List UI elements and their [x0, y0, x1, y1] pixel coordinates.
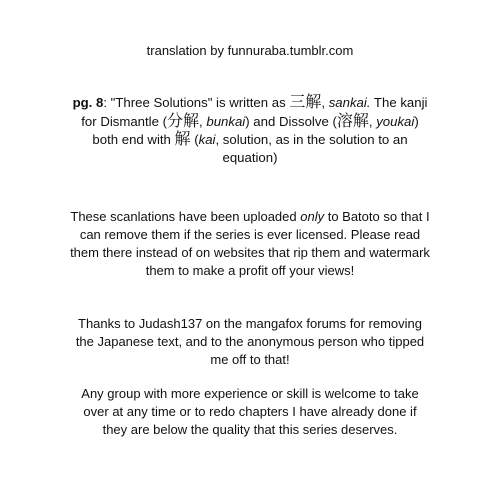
note-text: , — [199, 113, 207, 129]
note-text: , — [368, 113, 377, 129]
note-text: , solution, as in the solution to an equation) — [215, 132, 408, 165]
translation-note — [70, 93, 430, 166]
note-text: ) both end with — [92, 113, 419, 147]
takeover-paragraph — [70, 385, 430, 439]
kanji-sankai: 三解 — [289, 92, 322, 111]
romaji-sankai: sankai. — [328, 95, 371, 110]
paragraph-text: Thanks to Judash137 on the mangafox forums for removing the Japanese text, and to the anonymous person who tipped me off to that! — [75, 316, 425, 367]
romaji-kai: kai — [198, 132, 216, 147]
note-text: , — [321, 95, 329, 110]
note-text: : "Three Solutions" is written as — [103, 95, 290, 110]
thanks-paragraph — [70, 315, 430, 369]
upload-notice-paragraph — [70, 208, 430, 280]
paragraph-text: to Batoto so that I can remove them if the series is ever licensed. Please read them there instead of on websites that rip them and watermark them to make a profit off your views! — [70, 209, 430, 278]
note-text: The kanji for Dismantle ( — [81, 95, 428, 129]
kanji-youkai: 溶解 — [336, 110, 369, 130]
note-text: ) and Dissolve ( — [245, 113, 337, 129]
page-label: pg. 8 — [72, 95, 104, 110]
translator-credit — [70, 42, 430, 60]
emphasis-only: only — [300, 209, 325, 224]
kanji-kai: 解 — [174, 129, 191, 148]
credit-text: translation by funnuraba.tumblr.com — [146, 43, 354, 58]
note-text: ( — [190, 132, 199, 147]
romaji-bunkai: bunkai — [206, 113, 246, 129]
romaji-youkai: youkai — [376, 113, 415, 129]
paragraph-text: Any group with more experience or skill is welcome to take over at any time or to redo chapters I have already done if they are below the quality that this series deserves. — [81, 386, 419, 437]
paragraph-text: These scanlations have been uploaded — [70, 209, 301, 224]
kanji-bunkai: 分解 — [167, 110, 200, 130]
